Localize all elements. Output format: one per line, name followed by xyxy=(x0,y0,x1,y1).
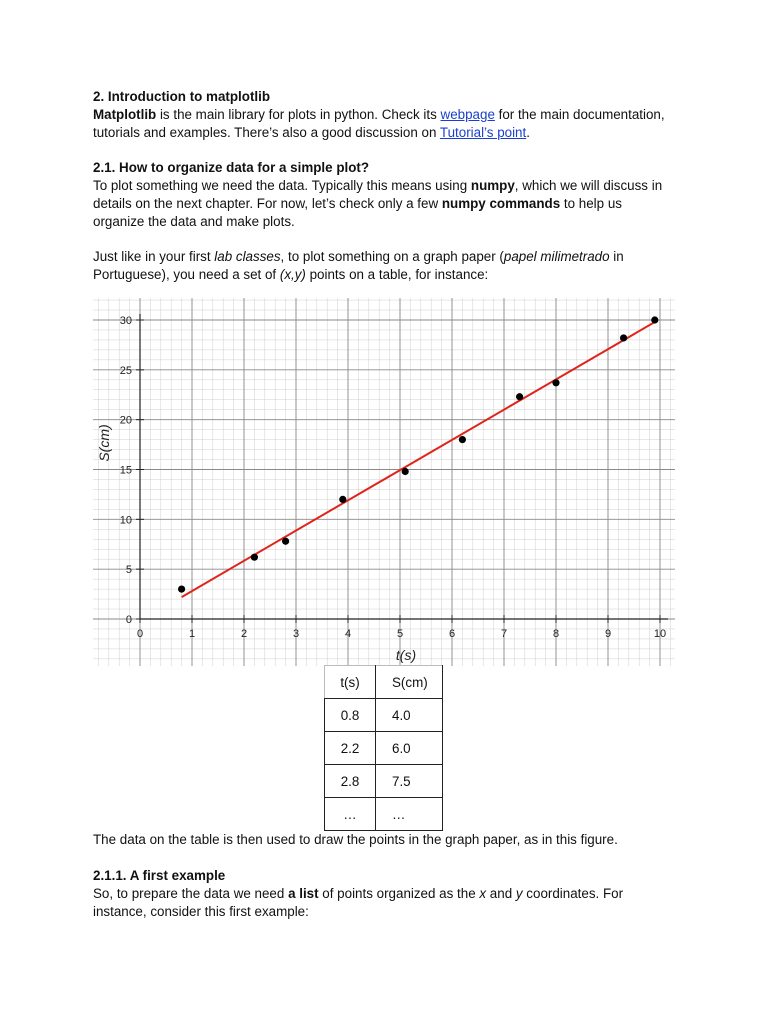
y-tick-label: 10 xyxy=(119,514,132,527)
text-run: . xyxy=(526,125,530,140)
x-tick-label: 1 xyxy=(188,628,196,640)
table-cell: 6.0 xyxy=(376,732,443,765)
text-run: So, to prepare the data we need xyxy=(93,886,289,901)
text-run: of points organized as the xyxy=(318,886,480,901)
table-cell: … xyxy=(376,798,443,831)
bold-term: Matplotlib xyxy=(93,107,157,122)
webpage-link[interactable]: webpage xyxy=(440,107,495,122)
table-row xyxy=(325,732,443,765)
text-run: for the main documentation, tutorials and examples. There’s also a good discussion on xyxy=(93,107,665,140)
x-tick-label: 7 xyxy=(500,628,508,640)
y-tick-label: 20 xyxy=(119,414,132,427)
text-run: to help us organize the data and make plots. xyxy=(93,196,622,229)
tutorials-point-link[interactable]: Tutorial’s point xyxy=(439,125,527,140)
table-cell: 4.0 xyxy=(376,699,443,732)
bold-term: numpy commands xyxy=(441,196,561,211)
italic-term: x xyxy=(479,886,487,901)
table-cell: 7.5 xyxy=(376,765,443,798)
data-point xyxy=(402,468,409,475)
data-point xyxy=(620,334,627,341)
text-run: and xyxy=(486,886,516,901)
table-header-cell: t(s) xyxy=(325,666,376,699)
text-run: , which we will discuss in details on the next chapter. For now, let’s check only a few xyxy=(93,178,663,211)
section-2-1-1 xyxy=(93,867,673,921)
major-grid xyxy=(93,298,675,666)
y-tick-label: 30 xyxy=(119,315,132,327)
table-cell: 2.2 xyxy=(325,732,376,765)
paragraph: The data on the table is then used to draw the points in the graph paper, as in this figure. xyxy=(93,832,618,847)
data-point xyxy=(552,379,559,386)
italic-term: papel milimetrado xyxy=(503,249,610,264)
paragraph xyxy=(93,106,673,142)
x-tick-label: 4 xyxy=(344,628,352,640)
x-tick-label: 5 xyxy=(396,628,404,640)
section-2-1 xyxy=(93,159,673,231)
section-2 xyxy=(93,88,673,142)
x-tick-label: 8 xyxy=(552,628,560,640)
text-run: coordinates. For instance, consider this first example: xyxy=(93,886,624,919)
table-row xyxy=(325,765,443,798)
data-point xyxy=(178,586,185,593)
table-header-cell: S(cm) xyxy=(376,666,443,699)
table-row xyxy=(325,798,443,831)
paragraph-after-table xyxy=(93,831,673,849)
data-point xyxy=(251,554,258,561)
x-tick-label: 3 xyxy=(292,628,300,640)
x-tick-label: 2 xyxy=(240,628,248,640)
data-point xyxy=(282,538,289,545)
x-tick-label: 0 xyxy=(136,628,144,640)
italic-term: y xyxy=(515,886,523,901)
section-heading: 2.1.1. A first example xyxy=(93,868,226,883)
table-cell: 0.8 xyxy=(325,699,376,732)
graph-paper-figure xyxy=(93,298,675,666)
data-point xyxy=(651,316,658,323)
x-axis-label: t(s) xyxy=(395,647,417,663)
data-point xyxy=(339,496,346,503)
paragraph-graph-paper xyxy=(93,248,673,284)
bold-term: a list xyxy=(288,886,319,901)
section-heading: 2. Introduction to matplotlib xyxy=(93,89,271,104)
text-run: , to plot something on a graph paper ( xyxy=(280,249,504,264)
y-tick-label: 25 xyxy=(119,364,132,377)
table-row xyxy=(325,699,443,732)
text-run: To plot something we need the data. Typically this means using xyxy=(93,178,471,193)
paragraph xyxy=(93,885,673,921)
y-tick-label: 5 xyxy=(125,564,132,577)
data-table xyxy=(324,665,443,831)
text-run: in Portuguese), you need a set of xyxy=(93,249,624,282)
italic-term: (x,y) xyxy=(279,267,306,282)
paragraph xyxy=(93,177,673,231)
text-run: Just like in your first xyxy=(93,249,215,264)
bold-term: numpy xyxy=(470,178,515,193)
y-axis-label: S(cm) xyxy=(96,424,112,462)
x-tick-label: 6 xyxy=(448,628,456,640)
data-point xyxy=(459,436,466,443)
italic-term: lab classes xyxy=(214,249,281,264)
section-heading: 2.1. How to organize data for a simple plot? xyxy=(93,160,370,175)
x-tick-label: 9 xyxy=(604,628,612,640)
minor-grid xyxy=(93,298,675,666)
text-run: points on a table, for instance: xyxy=(305,267,489,282)
table-cell: 2.8 xyxy=(325,765,376,798)
data-marks xyxy=(178,316,658,597)
table-header-row xyxy=(325,666,443,699)
y-tick-label: 15 xyxy=(119,464,132,477)
data-point xyxy=(516,393,523,400)
table-cell: … xyxy=(325,798,376,831)
y-tick-label: 0 xyxy=(125,614,132,626)
text-run: is the main library for plots in python. Check its xyxy=(156,107,441,122)
paragraph xyxy=(93,248,673,284)
x-tick-label: 10 xyxy=(653,628,667,640)
